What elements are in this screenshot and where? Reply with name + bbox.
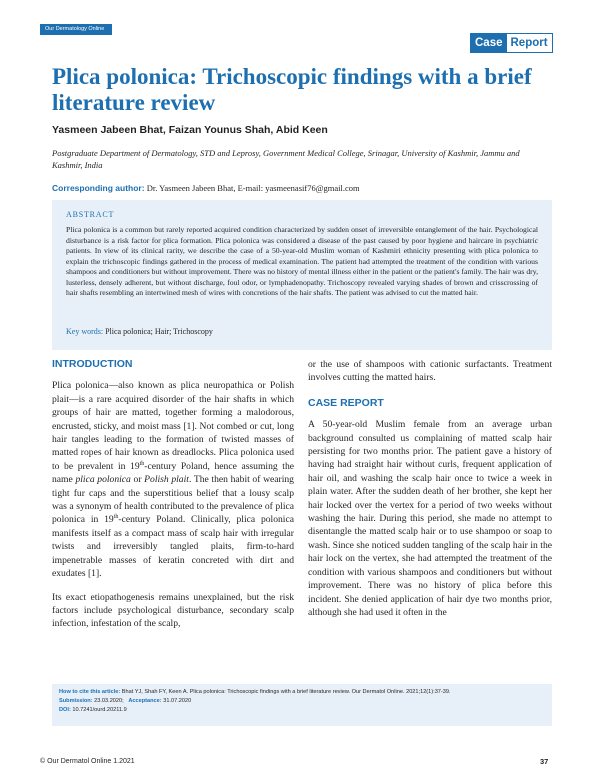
abstract-text: Plica polonica is a common but rarely reported acquired condition characterized by sudden onset of irreversible entanglement of the hair. Psychological disturbance is a risk factor for plica formation. Plica polonica was considered a disease of the past caused by poor hygiene and haircare in psychiatric patients. In view of its clinical rarity, we describe the case of a 50-year-old Muslim woman of Kashmiri ethnicity presenting with plica polonica to explain the trichoscopic findings gathered in the process of medical examination. The patient had attempted the treatment of the condition with various shampoos and conditioners but without improvement. There was no history of mental illness either in the patient or the patient's family. The hair was dry, lusterless, densely adherent, but without discharge, foul odor, or lymphadenopathy. Trichoscopy revealed varying shades of brown and crisscrossing of hair shafts resembling an intertwined mesh of wires with concretions of the hair shafts. The patient was advised to cut the matted hair.: [66, 225, 538, 297]
journal-tag: Our Dermatology Online: [40, 24, 112, 35]
corresponding-author: [52, 183, 360, 193]
left-column: [52, 358, 294, 641]
page-number: 37: [540, 757, 549, 766]
keywords-label: Key words:: [66, 327, 104, 336]
corresponding-label: Corresponding author:: [52, 183, 145, 193]
submission-line: Submission: 23.03.2020; Acceptance: 31.07.2020: [59, 698, 192, 705]
footer-copyright: © Our Dermatol Online 1.2021: [40, 758, 135, 765]
introduction-paragraph-1: Plica polonica—also known as plica neuropathica or Polish plait—is a rare acquired disorder of the hair shafts in which groups of hair are matted, together forming a malodorous, encrusted, sticky, and moist mass [1]. Not combed or cut, long hair tangles leading to the formation of twisted masses of matted ropes of hair known as dreadlocks. Plica polonica used to be prevalent in 19th-century Poland, hence assuming the name plica polonica or Polish plait. The then habit of wearing tight fur caps and the superstitious belief that a lousy scalp was a synonym of health contributed to the prevalence of plica polonica in 19th-century Poland. Clinically, plica polonica manifests itself as a compact mass of scalp hair with irregular twists and irreversibly tangled plaits, firm-to-hard impenetrable masses of keratin concreted with dirt and exudates [1].: [52, 380, 294, 580]
corresponding-text: Dr. Yasmeen Jabeen Bhat, E-mail: yasmeenasif76@gmail.com: [146, 183, 360, 193]
case-report-badge: [470, 33, 553, 53]
case-report-heading: CASE REPORT: [308, 396, 384, 409]
article-title: Plica polonica: Trichoscopic findings with a brief literature review: [52, 64, 532, 115]
affiliation: Postgraduate Department of Dermatology, STD and Leprosy, Government Medical College, Srinagar, University of Kashmir, Jammu and Kashmir, India: [52, 148, 520, 170]
doi-line: DOI: 10.7241/ourd.20211.9: [59, 707, 127, 714]
introduction-paragraph-3: or the use of shampoos with cationic surfactants. Treatment involves cutting the matted hairs.: [308, 359, 552, 384]
how-to-cite: How to cite this article: Bhat YJ, Shah FY, Keen A. Plica polonica: Trichoscopic findings with a brief literature review. Our Dermatol Online. 2021;12(1):37-39.: [59, 689, 451, 695]
keywords-text: Plica polonica; Hair; Trichoscopy: [105, 327, 213, 336]
abstract-heading: ABSTRACT: [66, 210, 115, 219]
badge-case: Case: [470, 33, 506, 53]
citation-box: [52, 684, 552, 726]
introduction-paragraph-2: Its exact etiopathogenesis remains unexplained, but the risk factors include psychological disturbance, secondary scalp infection, infestation of the scalp,: [52, 591, 294, 630]
right-column: [308, 358, 552, 629]
authors: Yasmeen Jabeen Bhat, Faizan Younus Shah, Abid Keen: [52, 124, 328, 136]
introduction-heading: INTRODUCTION: [52, 358, 133, 370]
keywords: [66, 327, 213, 336]
badge-report: Report: [506, 33, 553, 53]
case-report-paragraph: A 50-year-old Muslim female from an average urban background consulted us complaining of matted scalp hair persisting for two months prior. The patient gave a history of having had straight hair without curls, frequent application of hair oil, and washing the scalp hair once to twice a week in plain water. After the sudden death of her brother, she kept her hair locked over the vertex for a period of two weeks without washing the hair. During this period, she made no attempt to disentangle the matted scalp hair or to use shampoo or soap to wash. Since she noticed sudden tangling of the scalp hair in the hair lock on the vertex, she had attempted the treatment of the condition with various shampoos and conditioners but without improvement. There was no history of plica before this incident. She denied application of hair dye two months prior, although she had used it often in the: [308, 419, 552, 618]
